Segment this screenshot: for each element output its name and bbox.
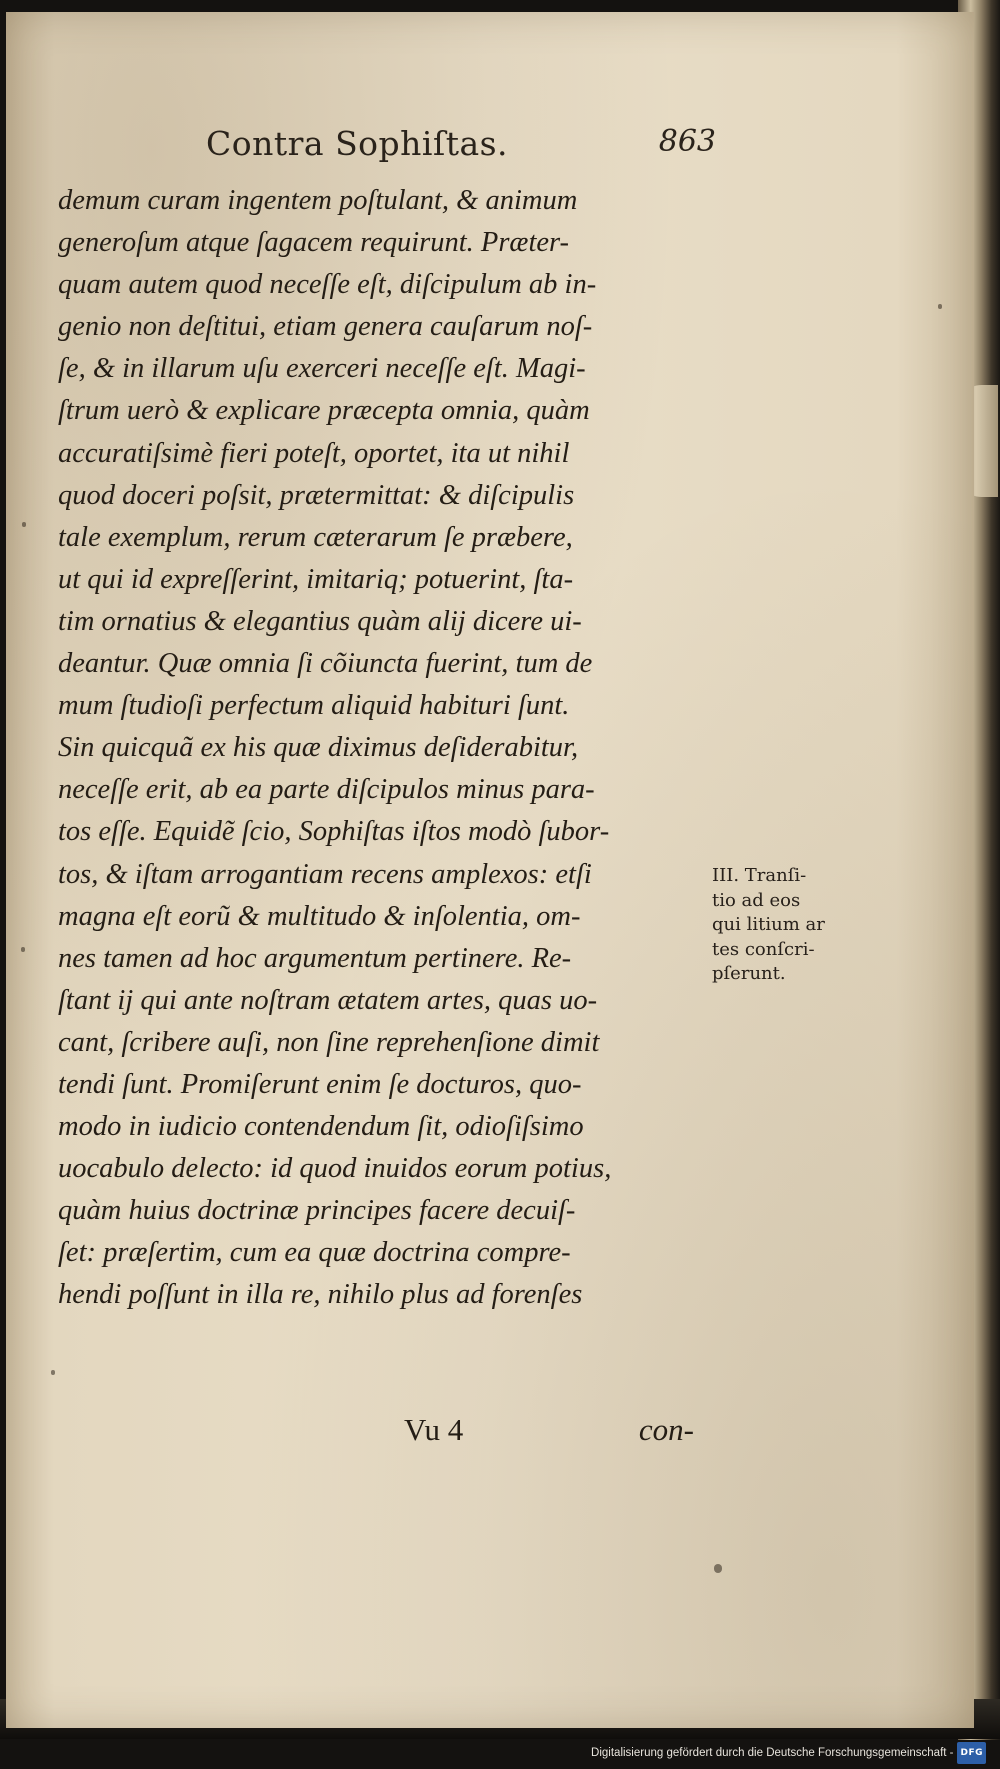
marginal-note-line: tio ad eos [712,889,801,911]
marginal-note-line: qui litium ar [712,914,825,935]
text-line: tos eſſe. Equidẽ ſcio, Sophiſtas iſtos modò ſubor- [58,816,610,848]
text-line: quod doceri poſsit, prætermittat: & diſcipulis [58,479,575,511]
ink-speck [21,947,25,952]
ink-speck [22,522,26,527]
running-head: Contra Sophiſtas. [206,124,509,163]
ink-speck [714,1564,722,1573]
text-line: deantur. Quæ omnia ſi cõiuncta fuerint, tum de [58,648,593,680]
text-line: modo in iudicio contendendum ſit, odioſiſsimo [58,1111,584,1143]
page-number: 863 [658,124,716,159]
catchword: con- [638,1412,694,1447]
marginal-note-line: tes conſcri- [712,938,815,960]
text-line: uocabulo delecto: id quod inuidos eorum potius, [58,1153,612,1185]
body-text [58,180,718,1317]
marginal-note-line: III. Tranſi- [712,865,807,886]
text-line: ſtant ij qui ante noſtram ætatem artes, quas uo- [58,984,598,1016]
text-line: ſet: præſertim, cum ea quæ doctrina compre- [58,1237,571,1269]
text-line: tendi ſunt. Promiſerunt enim ſe docturos, quo- [58,1068,582,1100]
signature-mark: Vu 4 [404,1412,464,1447]
text-line: tos, & iſtam arrogantiam recens amplexos: etſi [58,858,592,890]
text-line: accuratiſsimè fieri poteſt, oportet, ita ut nihil [58,437,570,469]
dfg-logo: DFG [957,1742,986,1764]
page-footer [404,1412,704,1460]
ink-speck [938,304,942,309]
text-line: ut qui id expreſſerint, imitariq; potuerint, ſta- [58,563,574,595]
text-line: nes tamen ad hoc argumentum pertinere. Re- [58,942,572,974]
text-line: hendi poſſunt in illa re, nihilo plus ad forenſes [58,1279,583,1311]
text-line: magna eſt eorũ & multitudo & inſolentia, om- [58,900,581,932]
marginal-note [712,864,887,987]
text-line: generoſum atque ſagacem requirunt. Præter- [58,227,570,259]
page-header [206,124,716,180]
book-page [6,12,974,1728]
text-line: demum curam ingentem poſtulant, & animum [58,185,578,216]
text-line: ſtrum uerò & explicare præcepta omnia, quàm [58,395,590,427]
credit-text: Digitalisierung gefördert durch die Deutsche Forschungsgemeinschaft - [591,1747,954,1759]
text-line: genio non deſtitui, etiam genera cauſarum noſ- [58,311,593,343]
text-line: tale exemplum, rerum cæterarum ſe præbere, [58,521,573,553]
text-line: cant, ſcribere auſi, non ſine reprehenſione dimit [58,1026,600,1058]
digitization-credit [591,1743,986,1763]
marginal-note-line: pſerunt. [712,963,786,984]
text-line: tim ornatius & elegantius quàm alij dicere ui- [58,605,582,637]
ink-speck [51,1370,55,1375]
text-line: neceſſe erit, ab ea parte diſcipulos minus para- [58,774,595,806]
text-line: quàm huius doctrinæ principes facere decuiſ- [58,1195,576,1227]
text-line: Sin quicquã ex his quæ diximus deſiderabitur, [58,732,579,764]
text-line: mum ſtudioſi perfectum aliquid habituri ſunt. [58,690,570,722]
text-line: ſe, & in illarum uſu exerceri neceſſe eſt. Magi- [58,353,586,385]
text-line: quam autem quod neceſſe eſt, diſcipulum ab in- [58,269,597,301]
